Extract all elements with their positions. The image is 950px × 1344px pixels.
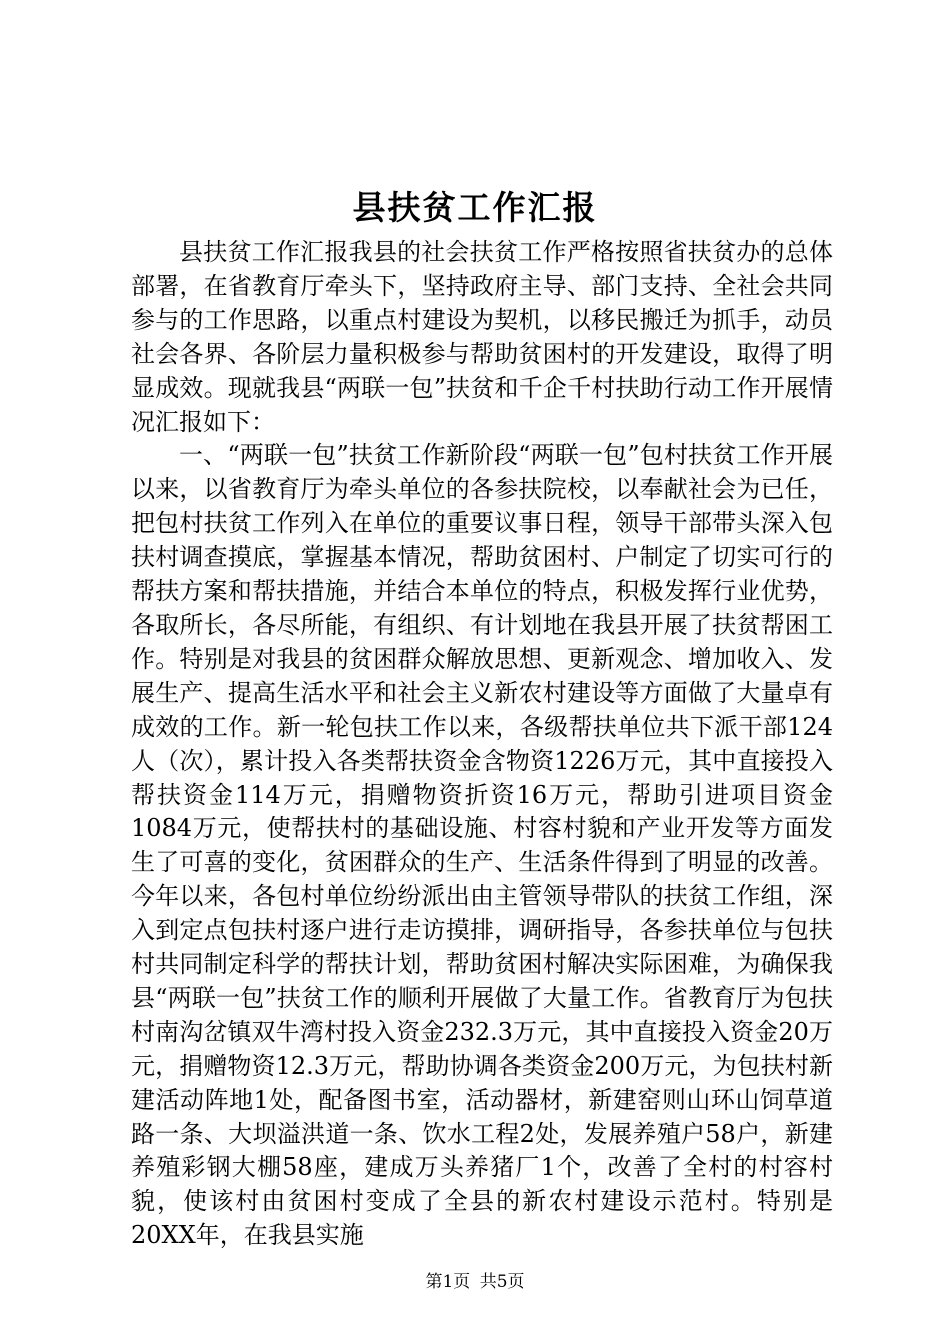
- paragraph-intro: 县扶贫工作汇报我县的社会扶贫工作严格按照省扶贫办的总体部署，在省教育厅牵头下，坚持政府主导、部门支持、全社会共同参与的工作思路，以重点村建设为契机，以移民搬迁为抓手，动员社会各界、各阶层力量积极参与帮助贫困村的开发建设，取得了明显成效。现就我县“两联一包”扶贫和千企千村扶助行动工作开展情况汇报如下：: [131, 238, 833, 436]
- page-footer: 第1页 共5页: [425, 1272, 525, 1292]
- paragraph-section-one: 一、“两联一包”扶贫工作新阶段“两联一包”包村扶贫工作开展以来，以省教育厅为牵头单位的各参扶院校，以奉献社会为已任，把包村扶贫工作列入在单位的重要议事日程，领导干部带头深入包扶村调查摸底，掌握基本情况，帮助贫困村、户制定了切实可行的帮扶方案和帮扶措施，并结合本单位的特点，积极发挥行业优势，各取所长，各尽所能，有组织、有计划地在我县开展了扶贫帮困工作。特别是对我县的贫困群众解放思想、更新观念、增加收入、发展生产、提高生活水平和社会主义新农村建设等方面做了大量卓有成效的工作。新一轮包扶工作以来，各级帮扶单位共下派干部124人（次），累计投入各类帮扶资金含物资1226万元，其中直接投入帮扶资金114万元，捐赠物资折资16万元，帮助引进项目资金1084万元，使帮扶村的基础设施、村容村貌和产业开发等方面发生了可喜的变化，贫困群众的生产、生活条件得到了明显的改善。今年以来，各包村单位纷纷派出由主管领导带队的扶贫工作组，深入到定点包扶村逐户进行走访摸排，调研指导，各参扶单位与包扶村共同制定科学的帮扶计划，帮助贫困村解决实际困难，为确保我县“两联一包”扶贫工作的顺利开展做了大量工作。省教育厅为包扶村南沟岔镇双牛湾村投入资金232.3万元，其中直接投入资金20万元，捐赠物资12.3万元，帮助协调各类资金200万元，为包扶村新建活动阵地1处，配备图书室，活动器材，新建窑则山环山饲草道路一条、大坝溢洪道一条、饮水工程2处，发展养殖户58户，新建养殖彩钢大棚58座，建成万头养猪厂1个，改善了全村的村容村貌，使该村由贫困村变成了全县的新农村建设示范村。特别是20XX年，在我县实施: [131, 441, 833, 1250]
- document-title: 县扶贫工作汇报: [352, 188, 598, 227]
- document-body: [131, 236, 833, 1253]
